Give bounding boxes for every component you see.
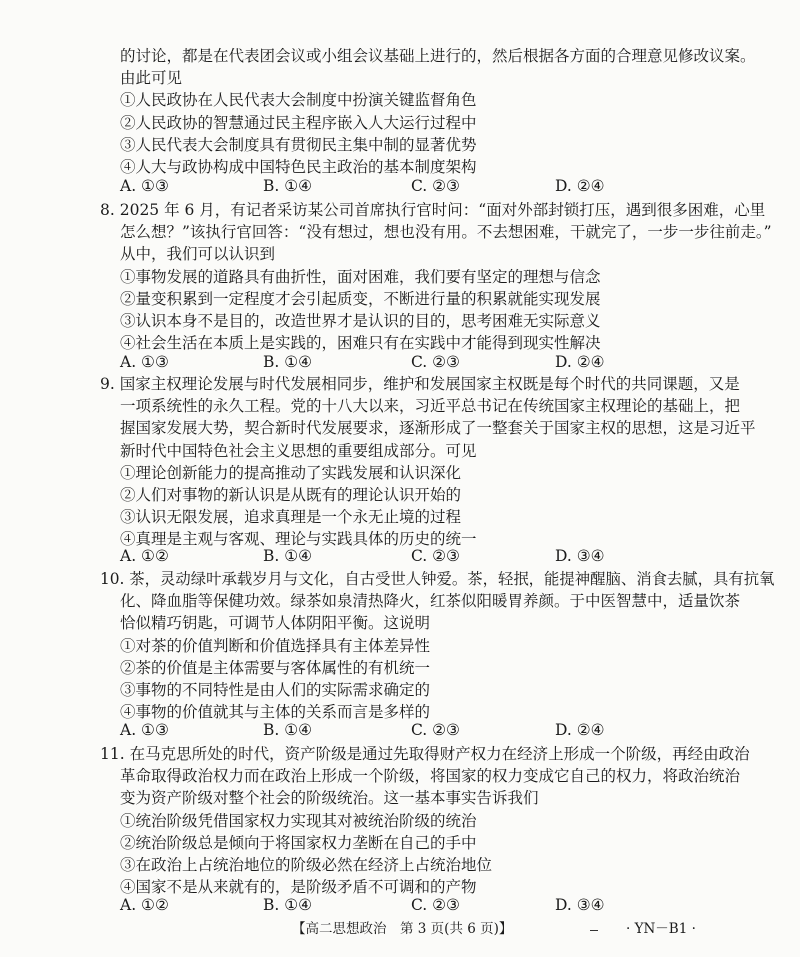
choice-statement: ③事物的不同特性是由人们的实际需求确定的	[120, 681, 431, 699]
question-stem: 11. 在马克思所处的时代，资产阶级是通过先取得财产权力在经济上形成一个阶级，再经由政治	[100, 745, 750, 763]
choice-statement: ①统治阶级凭借国家权力实现其对被统治阶级的统治	[120, 812, 477, 830]
question-text-line: 变为资产阶级对整个社会的阶级统治。这一基本事实告诉我们	[120, 789, 539, 807]
question-text-line: 从中，我们可以认识到	[120, 245, 276, 263]
answer-option: B. ①④	[263, 177, 313, 195]
choice-statement: ①人民政协在人民代表大会制度中扮演关键监督角色	[120, 91, 477, 109]
choice-statement: ②统治阶级总是倾向于将国家权力垄断在自己的手中	[120, 834, 477, 852]
choice-statement: ③认识无限发展，追求真理是一个永无止境的过程	[120, 508, 462, 526]
choice-statement: ①事物发展的道路具有曲折性，面对困难，我们要有坚定的理想与信念	[120, 268, 601, 286]
question-text-line: 一项系统性的永久工程。党的十八大以来，习近平总书记在传统国家主权理论的基础上，把	[120, 397, 741, 415]
footer-code: · YN－B1 ·	[626, 921, 696, 937]
choice-statement: ②量变积累到一定程度才会引起质变，不断进行量的积累就能实现发展	[120, 290, 601, 308]
question-text-line: 化、降血脂等保健功效。绿茶如泉清热降火，红茶似阳暖胃养颜。于中医智慧中，适量饮茶	[120, 592, 741, 610]
answer-option: A. ①②	[120, 896, 169, 914]
answer-option: B. ①④	[263, 721, 313, 739]
question-text-line: 握国家发展大势，契合新时代发展要求，逐渐形成了一整套关于国家主权的思想，这是习近平	[120, 419, 756, 437]
answer-option: D. ②④	[555, 177, 605, 195]
answer-option: C. ②③	[411, 896, 460, 914]
question-stem: 的讨论，都是在代表团会议或小组会议基础上进行的，然后根据各方面的合理意见修改议案。	[120, 47, 756, 65]
answer-option: A. ①②	[120, 547, 169, 565]
footer-dash	[590, 930, 598, 931]
choice-statement: ②人们对事物的新认识是从既有的理论认识开始的	[120, 486, 462, 504]
answer-option: A. ①③	[120, 177, 169, 195]
choice-statement: ②茶的价值是主体需要与客体属性的有机统一	[120, 659, 431, 677]
choice-statement: ③人民代表大会制度具有贯彻民主集中制的显著优势	[120, 136, 477, 154]
question-stem: 8. 2025 年 6 月，有记者采访某公司首席执行官时问：“面对外部封锁打压，遇到很多困难，心里	[100, 201, 766, 219]
answer-option: A. ①③	[120, 353, 169, 371]
question-text-line: 革命取得政治权力而在政治上形成一个阶级，将国家的权力变成它自己的权力，将政治统治	[120, 767, 741, 785]
question-text-line: 新时代中国特色社会主义思想的重要组成部分。可见	[120, 442, 477, 460]
answer-option: A. ①③	[120, 721, 169, 739]
choice-statement: ④事物的价值就其与主体的关系而言是多样的	[120, 703, 431, 721]
choice-statement: ③在政治上占统治地位的阶级必然在经济上占统治地位	[120, 856, 493, 874]
answer-option: C. ②③	[411, 353, 460, 371]
choice-statement: ①理论创新能力的提高推动了实践发展和认识深化	[120, 464, 462, 482]
page-footer	[0, 919, 800, 943]
answer-option: C. ②③	[411, 177, 460, 195]
answer-option: D. ③④	[555, 547, 605, 565]
choice-statement: ④真理是主观与客观、理论与实践具体的历史的统一	[120, 530, 477, 548]
choice-statement: ①对茶的价值判断和价值选择具有主体差异性	[120, 637, 431, 655]
answer-option: C. ②③	[411, 547, 460, 565]
question-stem: 9. 国家主权理论发展与时代发展相同步，维护和发展国家主权既是每个时代的共同课题，又是	[100, 375, 740, 393]
question-stem: 10. 茶，灵动绿叶承载岁月与文化，自古受世人钟爱。茶，轻抿，能提神醒脑、消食去腻，具有抗氧	[100, 570, 775, 588]
answer-option: B. ①④	[263, 896, 313, 914]
choice-statement: ④人大与政协构成中国特色民主政治的基本制度架构	[120, 158, 477, 176]
question-text-line: 由此可见	[120, 69, 183, 87]
answer-option: D. ③④	[555, 896, 605, 914]
answer-option: D. ②④	[555, 721, 605, 739]
question-text-line: 恰似精巧钥匙，可调节人体阴阳平衡。这说明	[120, 614, 431, 632]
choice-statement: ③认识本身不是目的，改造世界才是认识的目的，思考困难无实际意义	[120, 312, 601, 330]
answer-option: D. ②④	[555, 353, 605, 371]
choice-statement: ②人民政协的智慧通过民主程序嵌入人大运行过程中	[120, 114, 477, 132]
footer-page-info: 【高二思想政治 第 3 页(共 6 页)】	[292, 921, 513, 937]
answer-option: B. ①④	[263, 547, 313, 565]
answer-option: C. ②③	[411, 721, 460, 739]
choice-statement: ④社会生活在本质上是实践的，困难只有在实践中才能得到现实性解决	[120, 334, 601, 352]
question-text-line: 怎么想？”该执行官回答：“没有想过，想也没有用。不去想困难，干就完了，一步一步往前走。”	[120, 223, 772, 241]
answer-option: B. ①④	[263, 353, 313, 371]
choice-statement: ④国家不是从来就有的，是阶级矛盾不可调和的产物	[120, 878, 477, 896]
